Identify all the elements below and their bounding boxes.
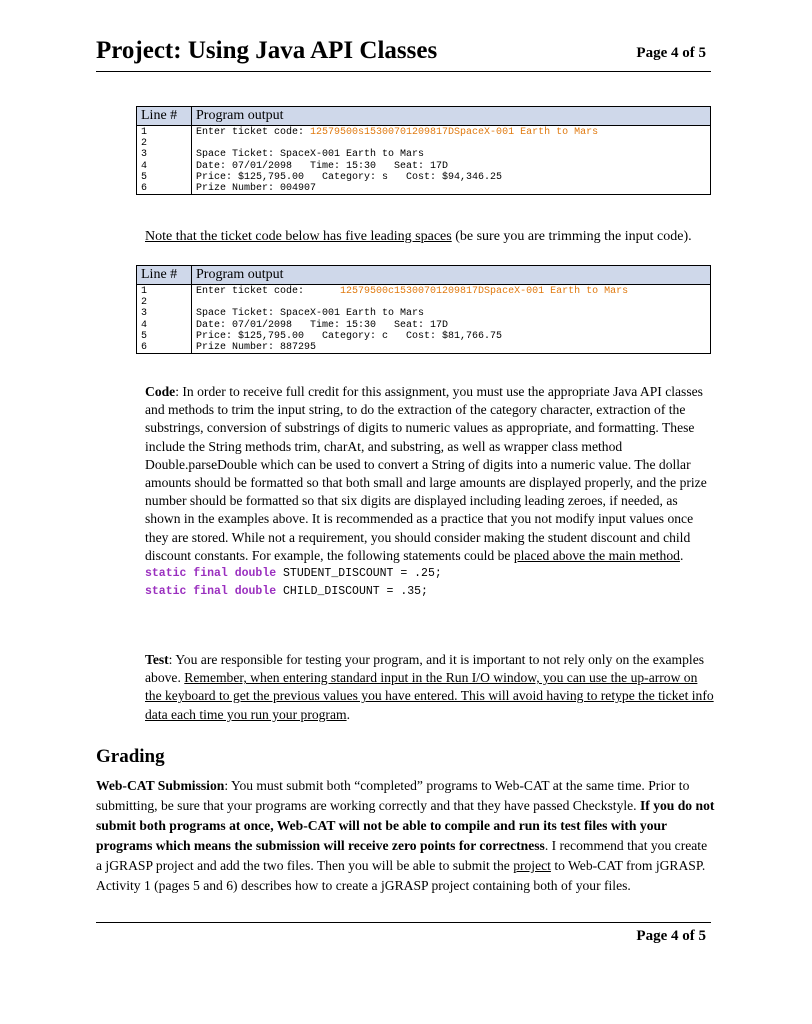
program-output-table-1 [136,106,711,195]
program-output-table-2 [136,265,711,354]
program-output-header: Program output [192,266,711,285]
grading-section: Web-CAT Submission: You must submit both “completed” programs to Web-CAT at the same time. Prior to submitting, be sure that your programs are working correctly and that they have passed Checkstyle. If you do not submit both programs at once, Web-CAT will not be able to compile and run its test files with your programs which means the submission will receive zero points for correctness. I recommend that you create a jGRASP project and add the two files. Then you will be able to submit the project to Web-CAT from jGRASP. Activity 1 (pages 5 and 6) describes how to create a jGRASP project containing both of your files. [96,778,715,893]
prompt-text: Enter ticket code: [196,286,311,297]
warning-text: If you do not submit both programs at once, Web-CAT will not be able to compile and run its test files with your programs which means the submission will receive zero points for correctness [96,798,715,853]
main-method-link: placed above the main method [513,547,680,563]
program-output-header: Program output [192,107,711,126]
output-line: Date: 07/01/2098 Time: 15:30 Seat: 17D [196,319,449,331]
line-numbers: 1 2 3 4 5 6 [137,126,192,195]
output-line: Space Ticket: SpaceX-001 Earth to Mars [196,149,425,161]
user-input-text: 12579500c15300701209817DSpaceX-001 Earth to Mars [310,286,629,297]
code-section: Code: In order to receive full credit for this assignment, you must use the appropriate Java API classes and methods to trim the input string, to do the extraction of the category character, extraction of the substrings, conversion of substrings of digits to numeric values as appropriate, and formatting. These include the String methods trim, charAt, and substring, as well as wrapper class method Double.parseDouble which can be used to convert a String of digits into a numeric value. The dollar amounts should be formatted so that both small and large amounts are displayed properly, and the prize number should be formatted so that six digits are displayed including leading zeroes, if needed, as shown in the examples above. It is recommended as a practice that you not modify input values once they are stored. While not a requirement, you should consider making the student discount and child discount constants. For example, the following statements could be placed above the main method. static final double STUDENT_DISCOUNT = .25; static final double CHILD_DISCOUNT = .35; [145,383,715,601]
project-link: project [513,858,551,873]
footer-rule [96,922,711,923]
output-line: Price: $125,795.00 Category: c Cost: $81,766.75 [196,330,503,342]
code-label: Code [145,384,176,399]
line-number-header: Line # [137,266,192,285]
test-section: Test: You are responsible for testing your program, and it is important to not rely only on the examples above. Remember, when entering standard input in the Run I/O window, you can use the up-arrow on the keyboard to get the previous values you have entered. This will avoid having to retype the ticket info data each time you run your program. [145,652,714,722]
output-line: Prize Number: 004907 [196,182,317,194]
code-snippet-line-1: static final double STUDENT_DISCOUNT = .25; [145,567,442,581]
leading-spaces-note: Note that the ticket code below has five leading spaces (be sure you are trimming the input code). [145,229,692,244]
header-rule [96,71,711,72]
output-line: Price: $125,795.00 Category: s Cost: $94,346.25 [196,171,503,183]
test-label: Test [145,652,169,667]
line-numbers: 1 2 3 4 5 6 [137,285,192,354]
footer-page-number: Page 4 of 5 [636,928,706,944]
code-snippet-line-2: static final double CHILD_DISCOUNT = .35; [145,585,428,599]
program-output [192,285,711,354]
output-line: Space Ticket: SpaceX-001 Earth to Mars [196,308,425,320]
line-number-header: Line # [137,107,192,126]
output-line: Prize Number: 887295 [196,341,317,353]
user-input-text: 12579500s15300701209817DSpaceX-001 Earth to Mars [310,127,599,138]
program-output [192,126,711,195]
header-page-number: Page 4 of 5 [636,45,706,61]
grading-heading: Grading [96,746,165,767]
webcat-label: Web-CAT Submission [96,778,225,793]
output-line: Date: 07/01/2098 Time: 15:30 Seat: 17D [196,160,449,172]
page-title: Project: Using Java API Classes [96,37,438,64]
test-tip: Remember, when entering standard input in the Run I/O window, you can use the up-arrow on the keyboard to get the previous values you have entered. This will avoid having to retype the ticket info data each time you run your program [145,670,714,722]
prompt-text: Enter ticket code: [196,127,311,138]
